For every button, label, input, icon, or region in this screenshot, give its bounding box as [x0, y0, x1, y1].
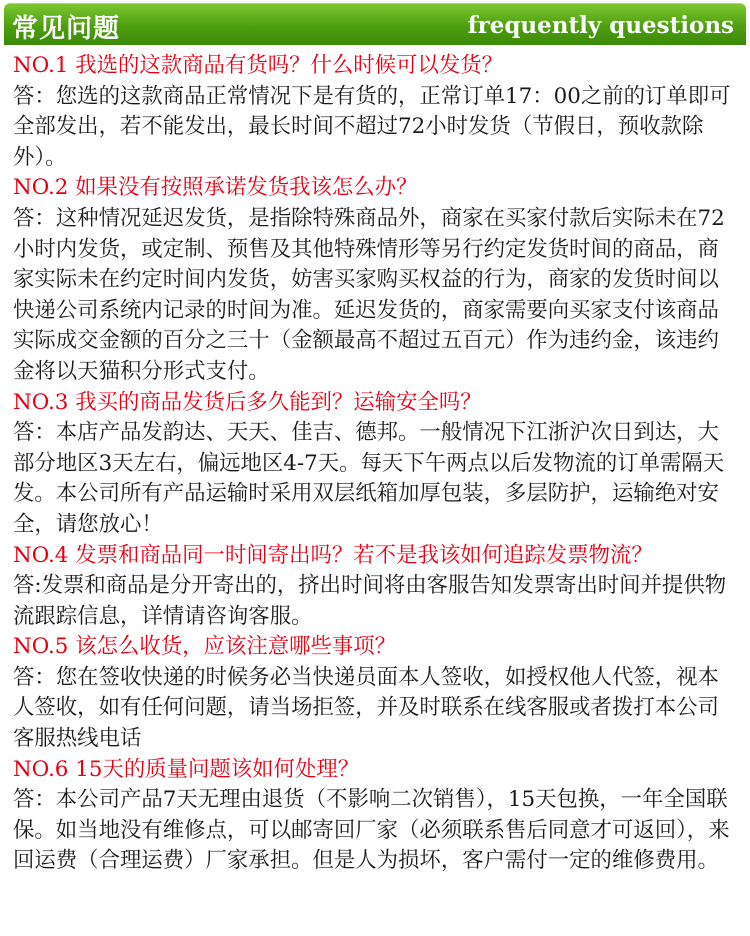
faq-answer-5: 答：您在签收快递的时候务必当快递员面本人签收，如授权他人代签，视本人签收，如有任何问题，请当场拒签，并及时联系在线客服或者拨打本公司客服热线电话	[13, 664, 719, 752]
faq-question-4: NO.4 发票和商品同一时间寄出吗？若不是我该如何追踪发票物流？	[13, 542, 653, 568]
faq-answer-1: 答：您选的这款商品正常情况下是有货的，正常订单17：00之前的订单即可全部发出，若不能发出，最长时间不超过72小时发货（节假日，预收款除外）。	[13, 83, 731, 170]
faq-question-6: NO.6 15天的质量问题该如何处理？	[13, 756, 360, 782]
faq-header-bar	[4, 3, 746, 45]
faq-answer-4: 答:发票和商品是分开寄出的，挤出时间将由客服告知发票寄出时间并提供物流跟踪信息，详情请咨询客服。	[13, 573, 727, 629]
faq-question-3: NO.3 我买的商品发货后多久能到？运输安全吗？	[13, 389, 482, 415]
faq-answer-6: 答：本公司产品7天无理由退货（不影响二次销售），15天包换，一年全国联保。如当地没有维修点，可以邮寄回厂家（必须联系售后同意才可返回），来回运费（合理运费）厂家承担。但是人为损坏，客户需付一定的维修费用。	[13, 787, 730, 874]
page-subtitle: frequently questions	[467, 12, 734, 39]
faq-answer-3: 答：本店产品发韵达、天天、佳吉、德邦。一般情况下江浙沪次日到达，大部分地区3天左右，偏远地区4-7天。每天下午两点以后发物流的订单需隔天发。本公司所有产品运输时采用双层纸箱加厚包装，多层防护，运输绝对安全，请您放心！	[13, 420, 725, 537]
faq-question-2: NO.2 如果没有按照承诺发货我该怎么办？	[13, 175, 418, 201]
faq-question-1: NO.1 我选的这款商品有货吗？什么时候可以发货？	[13, 53, 504, 78]
faq-question-5: NO.5 该怎么收货，应该注意哪些事项？	[13, 634, 397, 660]
page-title: 常见问题	[12, 14, 121, 44]
faq-list	[0, 45, 750, 877]
faq-answer-2: 答：这种情况延迟发货，是指除特殊商品外，商家在买家付款后实际未在72小时内发货，或定制、预售及其他特殊情形等另行约定发货时间的商品，商家实际未在约定时间内发货，妨害买家购买权益的行为，商家的发货时间以快递公司系统内记录的时间为准。延迟发货的，商家需要向买家支付该商品实际成交金额的百分之三十（金额最高不超过五百元）作为违约金，该违约金将以天猫积分形式支付。	[13, 205, 725, 384]
